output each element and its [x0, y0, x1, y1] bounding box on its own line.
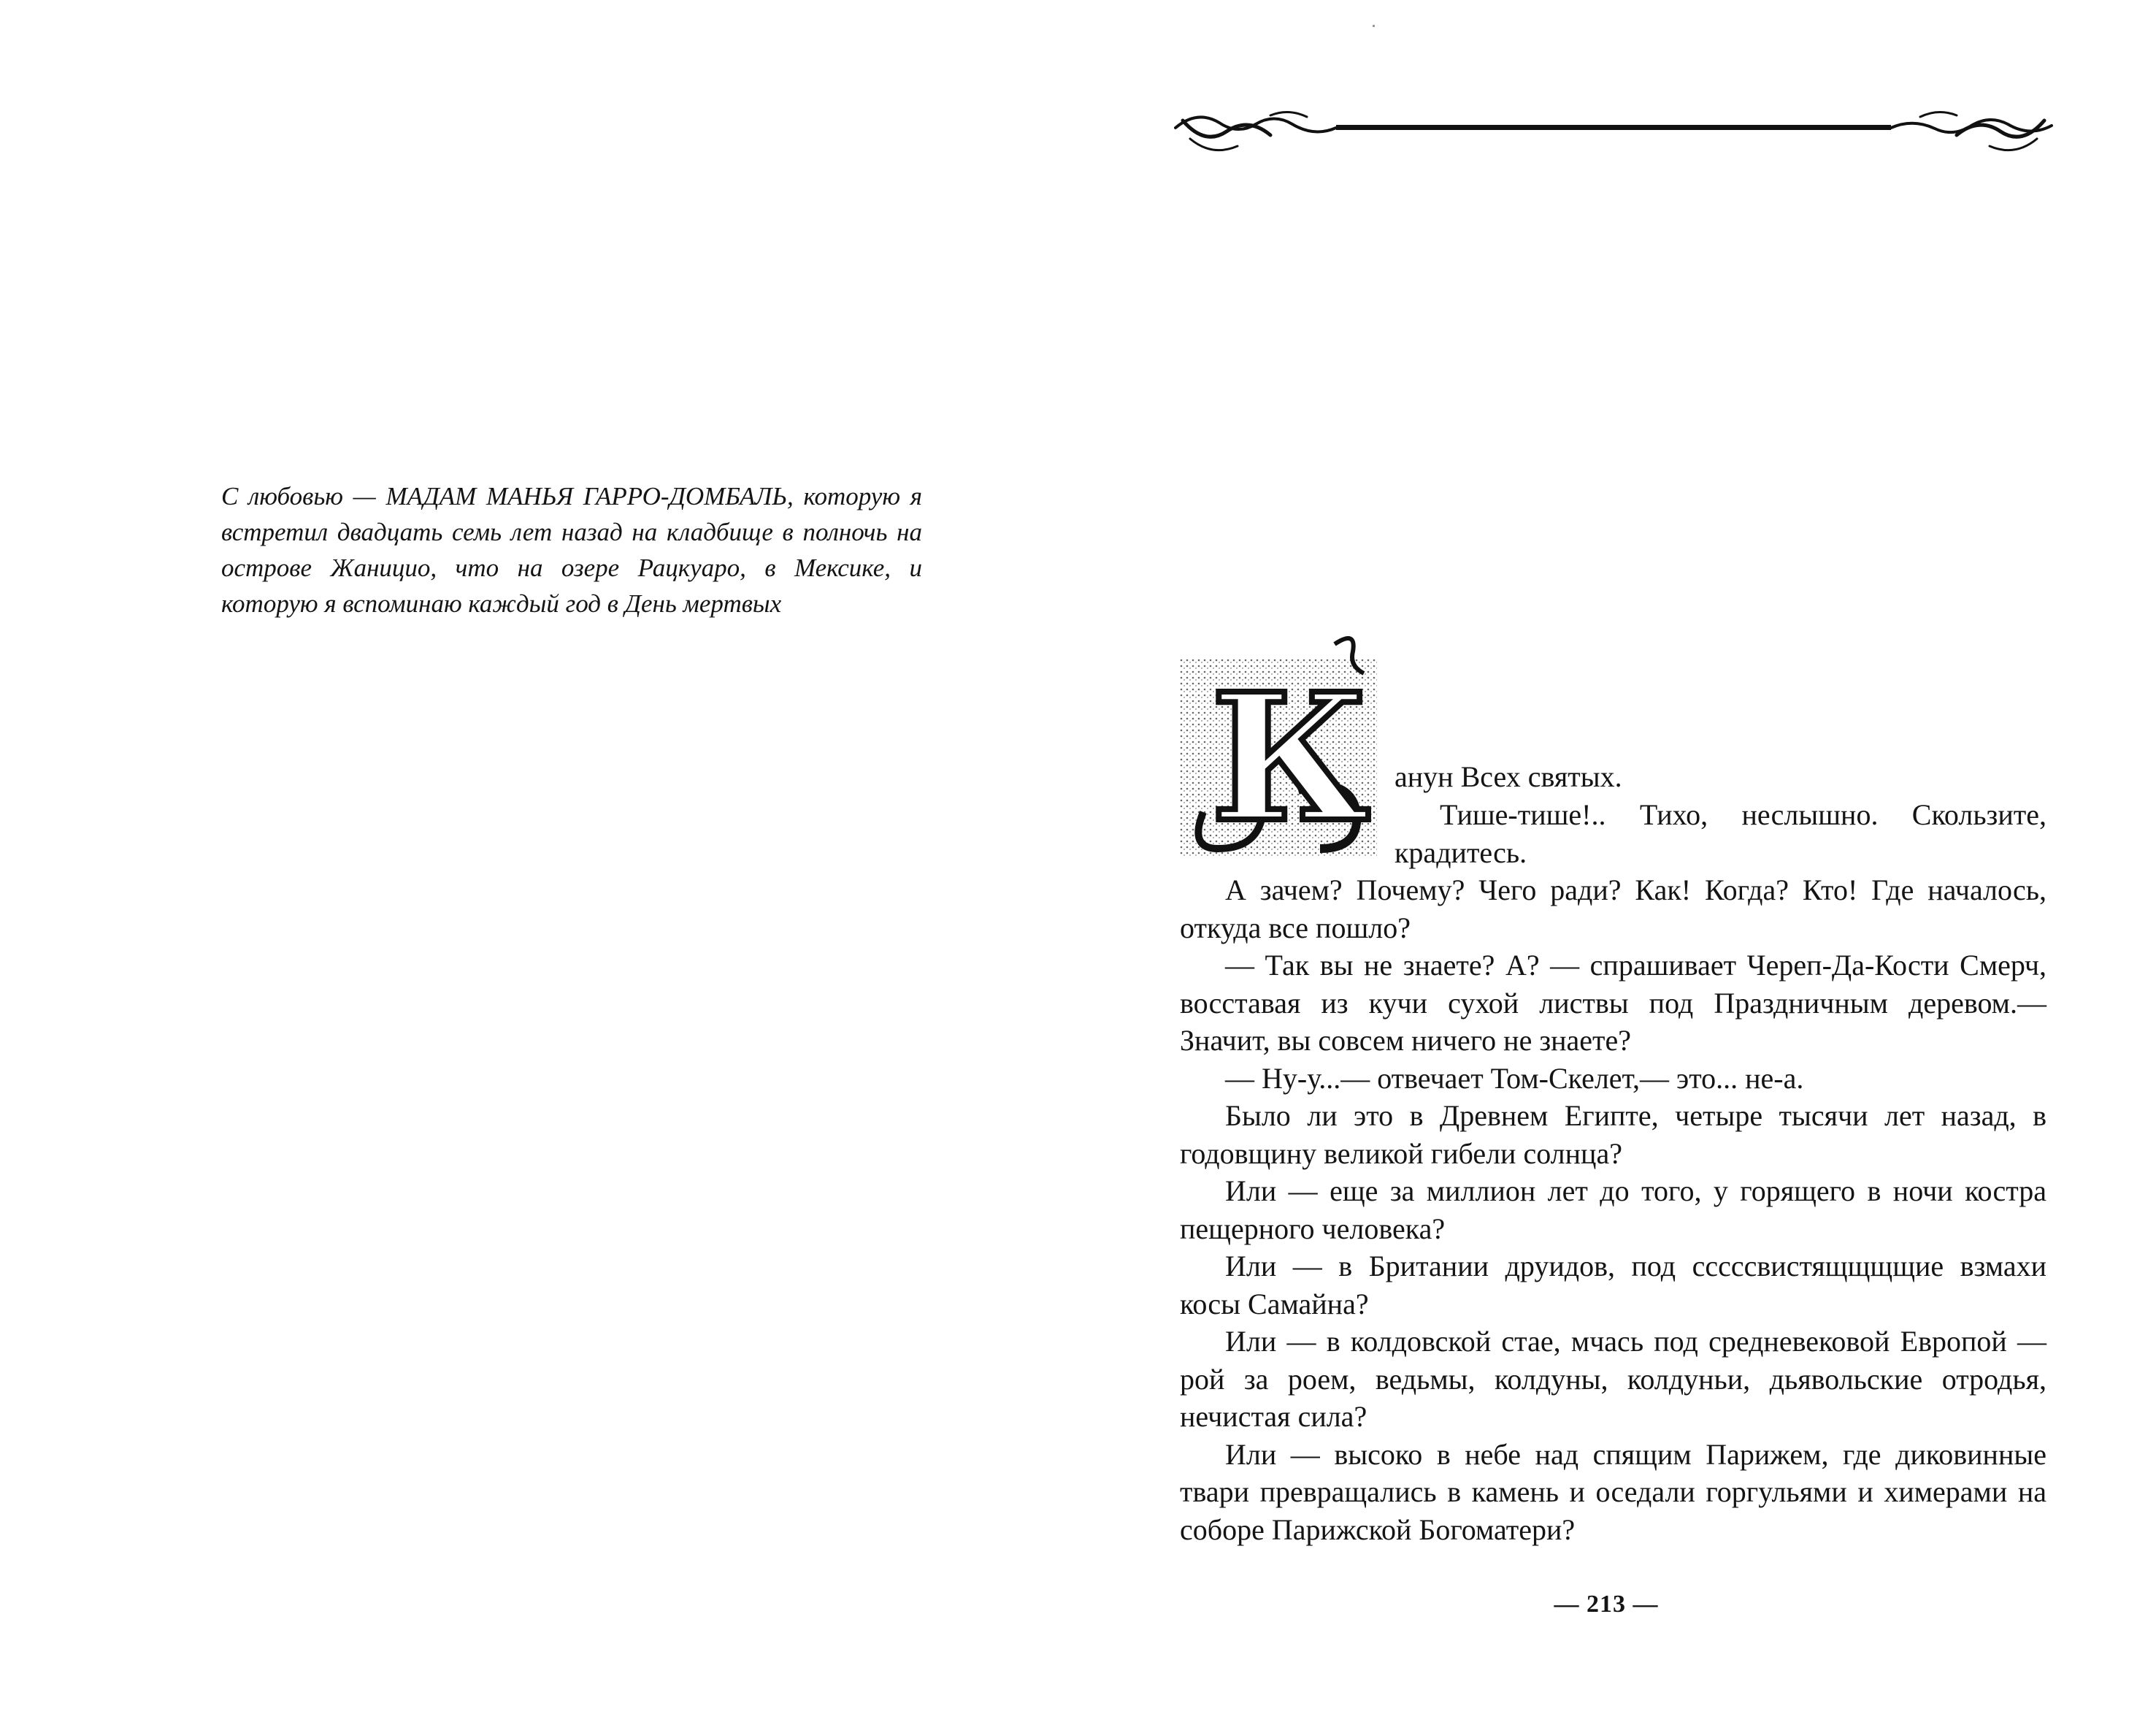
paragraph: Или — высоко в небе над спящим Парижем, где диковинные твари превращались в камень и оседали горгульями и химерами на соборе Парижской Богоматери?: [1180, 1437, 2046, 1546]
paragraph: — Так вы не знаете? А? — спрашивает Череп-Да-Кости Смерч, восставая из кучи сухой листвы под Праздничным деревом.— Значит, вы совсем ничего не знаете?: [1180, 949, 2046, 1057]
paragraph: — Ну-у...— отвечает Том-Скелет,— это... не-а.: [1225, 1061, 1804, 1095]
paragraph: Было ли это в Древнем Египте, четыре тысячи лет назад, в годовщину великой гибели солнца?: [1180, 1099, 2046, 1170]
paragraph: Или — в Британии друидов, под сссссвистящщщщие взмахи косы Самайна?: [1180, 1250, 2046, 1320]
header-ornament: [1168, 95, 2059, 161]
drop-cap-letter: К: [1211, 655, 1370, 861]
paragraph: Или — еще за миллион лет до того, у горящего в ночи костра пещерного человека?: [1180, 1174, 2046, 1245]
first-line: анун Всех святых.: [1395, 760, 1622, 793]
paragraph-intro: Тише-тише!.. Тихо, неслышно. Скользите, крадитесь.: [1395, 798, 2046, 869]
dedication-text: С любовью — МАДАМ МАНЬЯ ГАРРО-ДОМБАЛЬ, которую я встретил двадцать семь лет назад на кладбище в полночь на острове Жаницио, что на озере Рацкуаро, в Мексике, и которую я вспоминаю каждый год в День мертвых: [221, 482, 922, 618]
paragraph: Или — в колдовской стае, мчась под средневековой Европой — рой за роем, ведьмы, колдуны, колдуньи, дьявольские отродья, нечистая сила?: [1180, 1325, 2046, 1433]
drop-cap-illustration: [1174, 630, 1386, 863]
paragraph: А зачем? Почему? Чего ради? Как! Когда? Кто! Где началось, откуда все пошло?: [1180, 873, 2046, 944]
page-number: — 213 —: [1554, 1591, 1659, 1618]
body-text: [1180, 871, 2046, 1548]
drop-cap: [1174, 630, 1386, 863]
